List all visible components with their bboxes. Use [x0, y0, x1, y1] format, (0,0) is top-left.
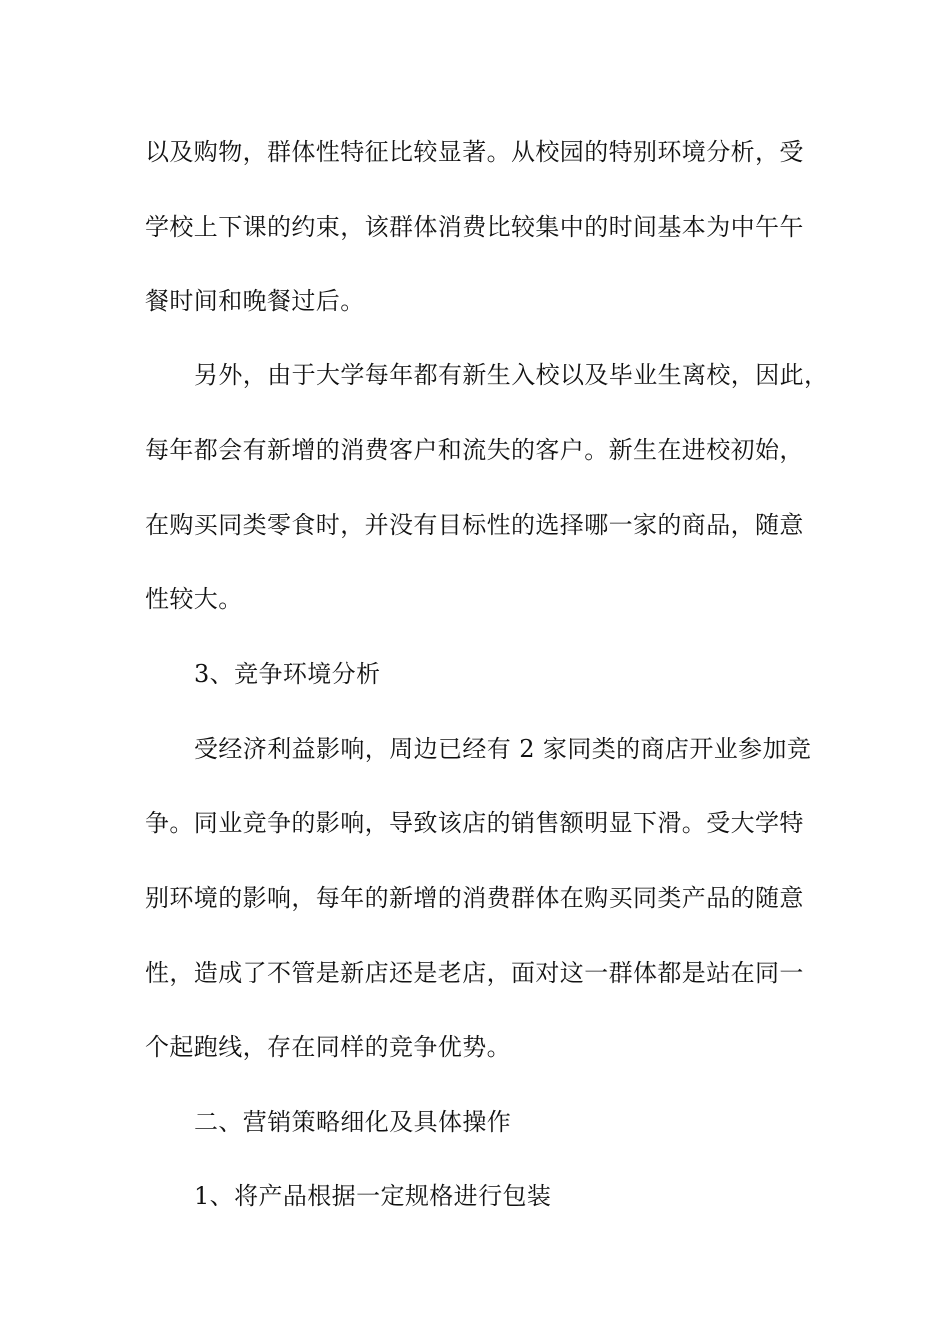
paragraph-line: 性，造成了不管是新店还是老店，面对这一群体都是站在同一	[145, 959, 804, 987]
paragraph-line: 餐时间和晚餐过后。	[145, 287, 365, 315]
paragraph-line: 个起跑线，存在同样的竞争优势。	[145, 1033, 511, 1061]
paragraph-line: 性较大。	[145, 585, 243, 613]
subsection-heading: 1、将产品根据一定规格进行包装	[194, 1182, 552, 1210]
paragraph-line: 另外，由于大学每年都有新生入校以及毕业生离校，因此，	[194, 361, 829, 389]
section-heading: 3、竞争环境分析	[194, 660, 381, 688]
paragraph-line: 以及购物，群体性特征比较显著。从校园的特别环境分析，受	[145, 138, 804, 166]
paragraph-line: 受经济利益影响，周边已经有 2 家同类的商店开业参加竞	[194, 735, 812, 763]
paragraph-line: 争。同业竞争的影响，导致该店的销售额明显下滑。受大学特	[145, 809, 804, 837]
paragraph-line: 学校上下课的约束，该群体消费比较集中的时间基本为中午午	[145, 213, 804, 241]
paragraph-line: 别环境的影响，每年的新增的消费群体在购买同类产品的随意	[145, 884, 804, 912]
paragraph-line: 在购买同类零食时，并没有目标性的选择哪一家的商品，随意	[145, 511, 804, 539]
section-heading: 二、营销策略细化及具体操作	[194, 1108, 512, 1136]
paragraph-line: 每年都会有新增的消费客户和流失的客户。新生在进校初始，	[145, 436, 804, 464]
